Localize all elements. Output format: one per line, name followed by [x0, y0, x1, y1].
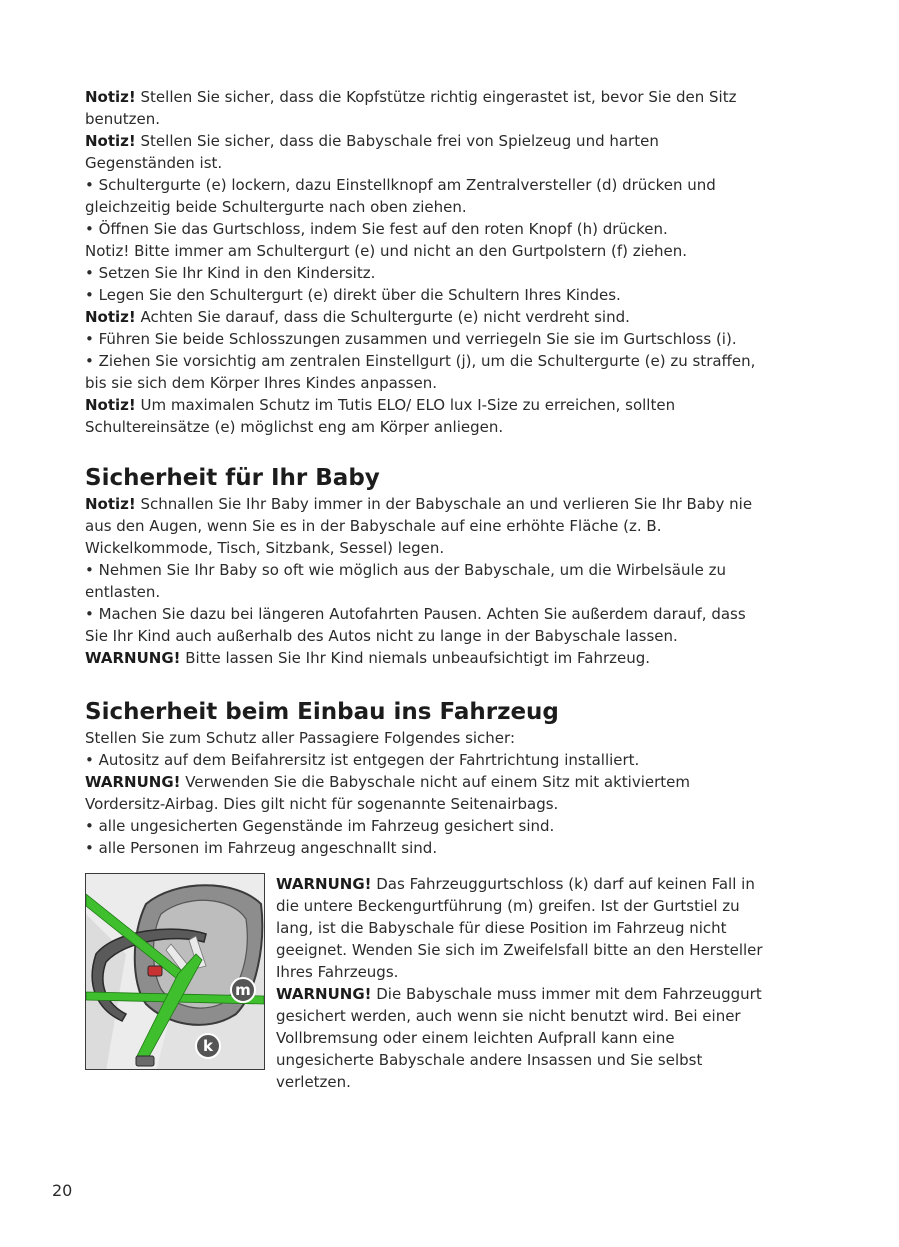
line-text: Notiz! Bitte immer am Schultergurt (e) und nicht an den Gurtpolstern (f) ziehen.	[85, 242, 688, 260]
line-text: Schnallen Sie Ihr Baby immer in der Babyschale an und verlieren Sie Ihr Baby nie	[135, 495, 753, 513]
intro-line	[85, 130, 805, 152]
intro-line	[85, 306, 805, 328]
label-m: m	[235, 981, 251, 999]
line-text: Die Babyschale muss immer mit dem Fahrzeuggurt	[371, 985, 762, 1003]
label-k: k	[203, 1037, 213, 1055]
intro-block	[85, 86, 805, 438]
section-line	[85, 625, 805, 647]
line-text: Vollbremsung oder einem leichten Aufprall kann eine	[276, 1029, 675, 1047]
intro-line	[85, 86, 805, 108]
intro-line	[85, 284, 805, 306]
section-line	[85, 815, 805, 837]
caption-line	[276, 961, 806, 983]
intro-line	[85, 350, 805, 372]
section-line	[85, 515, 805, 537]
caption-line	[276, 939, 806, 961]
caption-line	[276, 873, 806, 895]
note-label: Notiz!	[85, 88, 136, 106]
section-line	[85, 647, 805, 669]
section-heading: Sicherheit beim Einbau ins Fahrzeug	[85, 699, 559, 725]
line-text: bis sie sich dem Körper Ihres Kindes anpassen.	[85, 374, 437, 392]
line-text: ungesicherte Babyschale andere Insassen und Sie selbst	[276, 1051, 703, 1069]
line-text: verletzen.	[276, 1073, 351, 1091]
warning-label: WARNUNG!	[85, 649, 181, 667]
section-line	[85, 559, 805, 581]
note-label: Notiz!	[85, 132, 136, 150]
page-number: 20	[52, 1181, 73, 1200]
warning-label: WARNUNG!	[85, 773, 181, 791]
page-content	[85, 86, 805, 1103]
intro-line	[85, 174, 805, 196]
line-text: • Machen Sie dazu bei längeren Autofahrten Pausen. Achten Sie außerdem darauf, dass	[85, 605, 746, 623]
line-text: • Nehmen Sie Ihr Baby so oft wie möglich aus der Babyschale, um die Wirbelsäule zu	[85, 561, 727, 579]
caption-line	[276, 1049, 806, 1071]
intro-line	[85, 152, 805, 174]
section-line	[85, 493, 805, 515]
line-text: • Schultergurte (e) lockern, dazu Einstellknopf am Zentralversteller (d) drücken und	[85, 176, 716, 194]
caption-line	[276, 1027, 806, 1049]
figure-row	[85, 873, 805, 1103]
line-text: aus den Augen, wenn Sie es in der Babyschale auf eine erhöhte Fläche (z. B.	[85, 517, 662, 535]
warning-label: WARNUNG!	[276, 985, 372, 1003]
car-seat-belt-illustration	[86, 874, 265, 1070]
line-text: entlasten.	[85, 583, 161, 601]
section-line	[85, 837, 805, 859]
line-text: Stellen Sie zum Schutz aller Passagiere Folgendes sicher:	[85, 729, 515, 747]
section-line	[85, 749, 805, 771]
line-text: Bitte lassen Sie Ihr Kind niemals unbeaufsichtigt im Fahrzeug.	[180, 649, 651, 667]
section-line	[85, 581, 805, 603]
section-line	[85, 727, 805, 749]
line-text: gleichzeitig beide Schultergurte nach oben ziehen.	[85, 198, 467, 216]
intro-line	[85, 394, 805, 416]
line-text: gesichert werden, auch wenn sie nicht benutzt wird. Bei einer	[276, 1007, 741, 1025]
line-text: Das Fahrzeuggurtschloss (k) darf auf keinen Fall in	[371, 875, 755, 893]
line-text: Schultereinsätze (e) möglichst eng am Körper anliegen.	[85, 418, 504, 436]
line-text: geeignet. Wenden Sie sich im Zweifelsfall bitte an den Hersteller	[276, 941, 763, 959]
line-text: Vordersitz-Airbag. Dies gilt nicht für sogenannte Seitenairbags.	[85, 795, 559, 813]
line-text: Verwenden Sie die Babyschale nicht auf einem Sitz mit aktiviertem	[180, 773, 691, 791]
intro-line	[85, 262, 805, 284]
intro-line	[85, 240, 805, 262]
line-text: die untere Beckengurtführung (m) greifen. Ist der Gurtstiel zu	[276, 897, 740, 915]
line-text: • alle Personen im Fahrzeug angeschnallt sind.	[85, 839, 438, 857]
line-text: Ihres Fahrzeugs.	[276, 963, 399, 981]
line-text: • Ziehen Sie vorsichtig am zentralen Einstellgurt (j), um die Schultergurte (e) zu straffen,	[85, 352, 756, 370]
line-text: lang, ist die Babyschale für diese Position im Fahrzeug nicht	[276, 919, 727, 937]
intro-line	[85, 372, 805, 394]
section-baby-safety	[85, 463, 805, 669]
section-line	[85, 771, 805, 793]
warning-label: WARNUNG!	[276, 875, 372, 893]
caption-line	[276, 1071, 806, 1093]
line-text: • Legen Sie den Schultergurt (e) direkt über die Schultern Ihres Kindes.	[85, 286, 621, 304]
line-text: Stellen Sie sicher, dass die Kopfstütze richtig eingerastet ist, bevor Sie den Sitz	[135, 88, 737, 106]
section-line	[85, 537, 805, 559]
installation-illustration	[85, 873, 265, 1070]
intro-line	[85, 328, 805, 350]
intro-line	[85, 108, 805, 130]
line-text: benutzen.	[85, 110, 161, 128]
line-text: • Autositz auf dem Beifahrersitz ist entgegen der Fahrtrichtung installiert.	[85, 751, 640, 769]
caption-line	[276, 983, 806, 1005]
caption-line	[276, 895, 806, 917]
note-label: Notiz!	[85, 396, 136, 414]
line-text: Wickelkommode, Tisch, Sitzbank, Sessel) legen.	[85, 539, 445, 557]
line-text: Sie Ihr Kind auch außerhalb des Autos nicht zu lange in der Babyschale lassen.	[85, 627, 678, 645]
note-label: Notiz!	[85, 495, 136, 513]
line-text: Achten Sie darauf, dass die Schultergurte (e) nicht verdreht sind.	[135, 308, 630, 326]
figure-caption-text	[276, 873, 806, 1093]
section-installation-safety	[85, 697, 805, 1103]
line-text: • Setzen Sie Ihr Kind in den Kindersitz.	[85, 264, 376, 282]
line-text: Um maximalen Schutz im Tutis ELO/ ELO lux I-Size zu erreichen, sollten	[135, 396, 676, 414]
intro-line	[85, 218, 805, 240]
caption-line	[276, 1005, 806, 1027]
note-label: Notiz!	[85, 308, 136, 326]
line-text: Gegenständen ist.	[85, 154, 223, 172]
intro-line	[85, 196, 805, 218]
line-text: • Führen Sie beide Schlosszungen zusammen und verriegeln Sie sie im Gurtschloss (i).	[85, 330, 737, 348]
line-text: • alle ungesicherten Gegenstände im Fahrzeug gesichert sind.	[85, 817, 555, 835]
caption-line	[276, 917, 806, 939]
section-line	[85, 603, 805, 625]
section-heading: Sicherheit für Ihr Baby	[85, 465, 380, 491]
intro-line	[85, 416, 805, 438]
line-text: Stellen Sie sicher, dass die Babyschale frei von Spielzeug und harten	[135, 132, 659, 150]
line-text: • Öffnen Sie das Gurtschloss, indem Sie fest auf den roten Knopf (h) drücken.	[85, 220, 668, 238]
section-line	[85, 793, 805, 815]
